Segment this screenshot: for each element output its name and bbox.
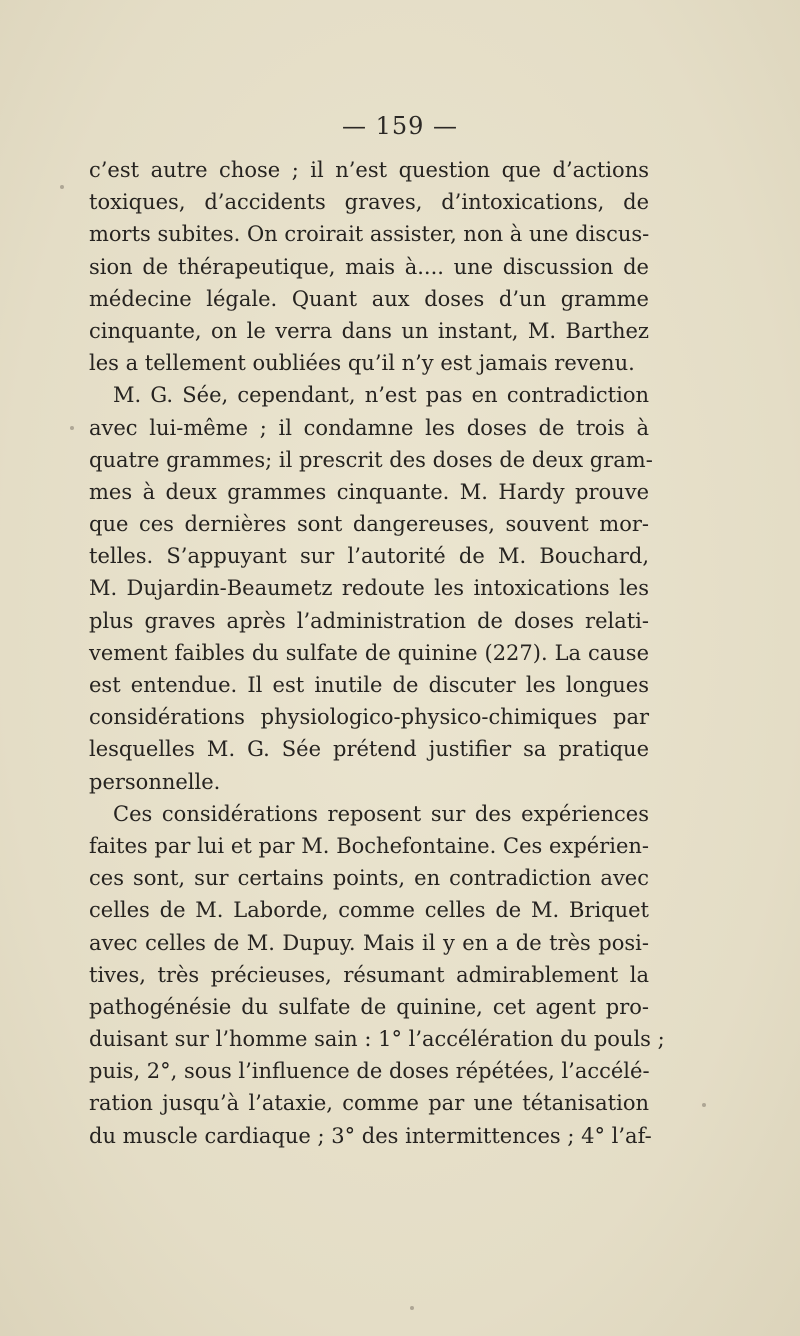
text-line: puis, 2°, sous l’influence de doses répétées, l’accélé- [89,1059,650,1084]
paper-speck [702,1103,706,1107]
page-number: — 159 — [341,112,459,140]
text-line: plus graves après l’administration de doses relati- [89,608,649,633]
paper-speck [60,185,64,189]
text-line: c’est autre chose ; il n’est question que d’actions [89,158,649,182]
text-line: personnelle. [89,769,221,794]
text-line: pathogénésie du sulfate de quinine, cet agent pro- [89,994,649,1019]
text-line: M. Dujardin-Beaumetz redoute les intoxications les [89,576,649,601]
paper-speck [410,1306,414,1310]
text-line: avec lui-même ; il condamne les doses de trois à [89,415,649,440]
text-line: tives, très précieuses, résumant admirablement la [89,962,649,987]
paper-speck [70,426,74,430]
text-line: médecine légale. Quant aux doses d’un gramme [89,286,649,311]
text-line: avec celles de M. Dupuy. Mais il y en a de très posi- [89,930,649,955]
text-line: mes à deux grammes cinquante. M. Hardy prouve [89,479,649,504]
text-line: Ces considérations reposent sur des expériences [113,801,649,826]
text-line: sion de thérapeutique, mais à.... une discussion de [89,254,649,279]
text-line: ration jusqu’à l’ataxie, comme par une tétanisation [89,1091,649,1116]
text-line: ces sont, sur certains points, en contradiction avec [89,866,649,891]
text-line: morts subites. On croirait assister, non à une discus- [89,222,650,247]
text-line: quatre grammes; il prescrit des doses de deux gram- [89,447,653,472]
text-line: vement faibles du sulfate de quinine (227). La cause [89,640,649,665]
text-line: est entendue. Il est inutile de discuter les longues [89,673,649,697]
text-line: considérations physiologico-physico-chimiques par [89,705,649,730]
text-line: celles de M. Laborde, comme celles de M. Briquet [89,898,649,923]
text-line: toxiques, d’accidents graves, d’intoxications, de [89,190,649,215]
text-line: lesquelles M. G. Sée prétend justifier sa pratique [89,737,649,762]
text-line: que ces dernières sont dangereuses, souvent mor- [89,512,649,537]
body-text [89,154,665,1152]
text-line: telles. S’appuyant sur l’autorité de M. Bouchard, [89,544,649,569]
text-line: cinquante, on le verra dans un instant, M. Barthez [89,318,649,343]
text-line: duisant sur l’homme sain : 1° l’accélération du pouls ; [89,1027,665,1052]
text-line: du muscle cardiaque ; 3° des intermittences ; 4° l’af- [89,1123,652,1148]
text-line: faites par lui et par M. Bochefontaine. Ces expérien- [89,833,649,858]
text-line: M. G. Sée, cependant, n’est pas en contradiction [113,383,649,408]
text-line: les a tellement oubliées qu’il n’y est jamais revenu. [89,351,635,376]
